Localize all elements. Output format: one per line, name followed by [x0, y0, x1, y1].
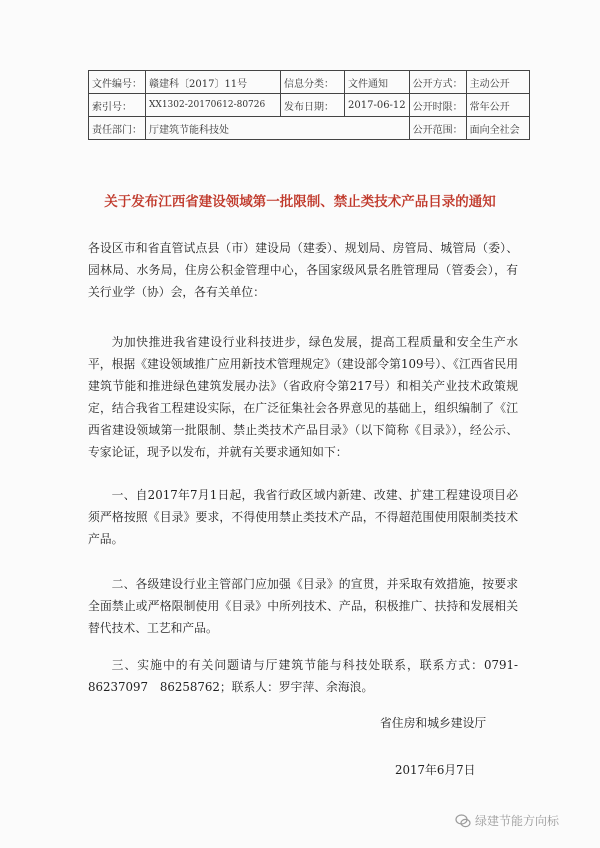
table-cell: 索引号： [89, 94, 146, 117]
table-cell: 赣建科〔2017〕11号 [146, 71, 281, 94]
watermark-text: 绿建节能方向标 [475, 814, 560, 828]
table-cell: 责任部门： [89, 117, 146, 140]
addressee: 各设区市和省直管试点县（市）建设局（建委）、规划局、房管局、城管局（委）、园林局、水务局，住房公积金管理中心，各国家级风景名胜管理局（管委会），有关行业学（协）会，各有关单位： [88, 241, 518, 299]
table-row [89, 71, 530, 94]
signature: 省住房和城乡建设厅 [380, 716, 487, 730]
table-cell: 厅建筑节能科技处 [146, 117, 410, 140]
wechat-icon [455, 813, 471, 829]
table-cell: 公开时限： [409, 94, 466, 117]
table-cell: XX1302-20170612-80726 [146, 94, 281, 117]
table-cell: 2017-06-12 [345, 94, 410, 117]
issue-date: 2017年6月7日 [395, 763, 476, 777]
table-cell: 面向全社会 [466, 117, 529, 140]
table-cell: 文件通知 [345, 71, 410, 94]
table-row [89, 94, 530, 117]
paragraph: 二、各级建设行业主管部门应加强《目录》的宣贯，并采取有效措施，按要求全面禁止或严格限制使用《目录》中所列技术、产品，积极推广、扶持和发展相关替代技术、工艺和产品。 [88, 577, 518, 635]
document-title: 关于发布江西省建设领域第一批限制、禁止类技术产品目录的通知 [104, 194, 496, 210]
paragraph: 三、实施中的有关问题请与厅建筑节能与科技处联系，联系方式：0791-86237097 86258762；联系人：罗宇萍、余海浪。 [88, 658, 518, 694]
table-cell: 信息分类： [281, 71, 345, 94]
paragraph: 为加快推进我省建设行业科技进步，绿色发展，提高工程质量和安全生产水平，根据《建设领域推广应用新技术管理规定》（建设部令第109号）、《江西省民用建筑节能和推进绿色建筑发展办法》（省政府令第217号）和相关产业技术政策规定，结合我省工程建设实际，在广泛征集社会各界意见的基础上，组织编制了《江西省建设领域第一批限制、禁止类技术产品目录》（以下简称《目录》），经公示、专家论证，现予以发布，并就有关要求通知如下： [88, 335, 518, 459]
table-row [89, 117, 530, 140]
table-cell: 公开范围： [409, 117, 466, 140]
table-cell: 公开方式： [409, 71, 466, 94]
paragraph: 一、自2017年7月1日起，我省行政区域内新建、改建、扩建工程建设项目必须严格按照《目录》要求，不得使用禁止类技术产品，不得超范围使用限制类技术产品。 [88, 488, 518, 546]
table-cell: 文件编号： [89, 71, 146, 94]
table-cell: 常年公开 [466, 94, 529, 117]
watermark [455, 812, 559, 829]
meta-table [88, 70, 530, 140]
table-cell: 发布日期： [281, 94, 345, 117]
table-cell: 主动公开 [466, 71, 529, 94]
